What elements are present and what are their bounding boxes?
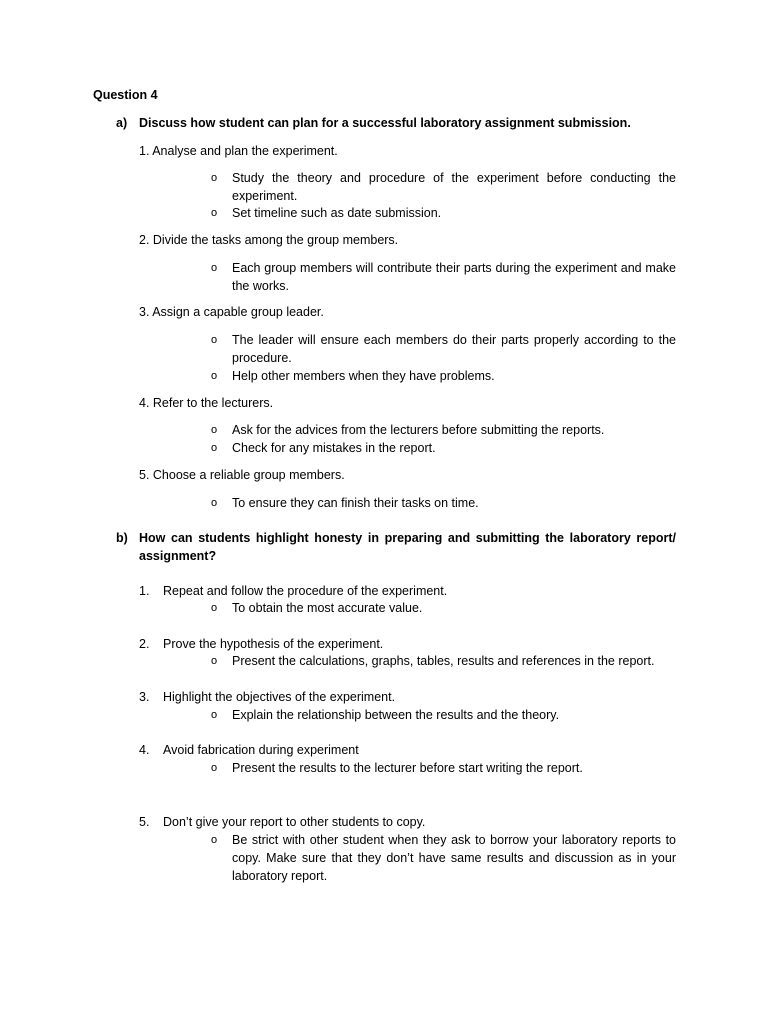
part-a-bullet: Each group members will contribute their parts during the experiment and make the works.	[232, 261, 676, 293]
part-b-item-label: Don’t give your report to other students to copy.	[163, 815, 426, 829]
bullet-icon: o	[211, 334, 218, 346]
part-a-item-label: 1. Analyse and plan the experiment.	[139, 144, 338, 158]
part-b-item-label: Highlight the objectives of the experiment.	[163, 690, 396, 704]
bullet-icon: o	[211, 442, 218, 454]
part-a-bullet: To ensure they can finish their tasks on time.	[232, 496, 479, 510]
part-b-marker: b)	[116, 531, 128, 545]
part-b-item-number: 3.	[139, 690, 150, 704]
part-a-bullet: Ask for the advices from the lecturers before submitting the reports.	[232, 423, 605, 437]
part-a-bullet: The leader will ensure each members do their parts properly according to the procedure.	[232, 333, 676, 365]
part-a-item-label: 3. Assign a capable group leader.	[139, 305, 324, 319]
part-a-item-label: 5. Choose a reliable group members.	[139, 468, 345, 482]
bullet-icon: o	[211, 172, 218, 184]
part-b-item-label: Prove the hypothesis of the experiment.	[163, 637, 384, 651]
bullet-icon: o	[211, 709, 218, 721]
bullet-icon: o	[211, 207, 218, 219]
part-a-question: Discuss how student can plan for a successful laboratory assignment submission.	[139, 116, 631, 130]
part-b-bullet: Present the calculations, graphs, tables, results and references in the report.	[232, 654, 655, 668]
part-b-item-label: Repeat and follow the procedure of the experiment.	[163, 584, 448, 598]
part-a-marker: a)	[116, 116, 128, 130]
part-b-item-number: 4.	[139, 743, 150, 757]
bullet-icon: o	[211, 762, 218, 774]
part-a-bullet: Study the theory and procedure of the experiment before conducting the experiment.	[232, 171, 676, 203]
part-a-item-label: 4. Refer to the lecturers.	[139, 396, 274, 410]
bullet-icon: o	[211, 262, 218, 274]
question-heading: Question 4	[93, 88, 158, 102]
part-b-item-number: 2.	[139, 637, 150, 651]
bullet-icon: o	[211, 834, 218, 846]
bullet-icon: o	[211, 497, 218, 509]
bullet-icon: o	[211, 602, 218, 614]
part-a-item-label: 2. Divide the tasks among the group members.	[139, 233, 399, 247]
bullet-icon: o	[211, 424, 218, 436]
part-b-item-number: 5.	[139, 815, 150, 829]
bullet-icon: o	[211, 655, 218, 667]
part-b-item-number: 1.	[139, 584, 150, 598]
part-a-bullet: Set timeline such as date submission.	[232, 206, 442, 220]
part-b-bullet: To obtain the most accurate value.	[232, 601, 423, 615]
part-b-item-label: Avoid fabrication during experiment	[163, 743, 359, 757]
part-b-bullet: Explain the relationship between the results and the theory.	[232, 708, 560, 722]
part-b-bullet: Present the results to the lecturer before start writing the report.	[232, 761, 583, 775]
part-b-question: How can students highlight honesty in preparing and submitting the laboratory report/ assignment?	[139, 531, 676, 563]
part-a-bullet: Help other members when they have problems.	[232, 369, 495, 383]
part-b-bullet: Be strict with other student when they ask to borrow your laboratory reports to copy. Make sure that they don’t have same results and discussion as in your laboratory report.	[232, 833, 676, 883]
bullet-icon: o	[211, 370, 218, 382]
part-a-bullet: Check for any mistakes in the report.	[232, 441, 436, 455]
